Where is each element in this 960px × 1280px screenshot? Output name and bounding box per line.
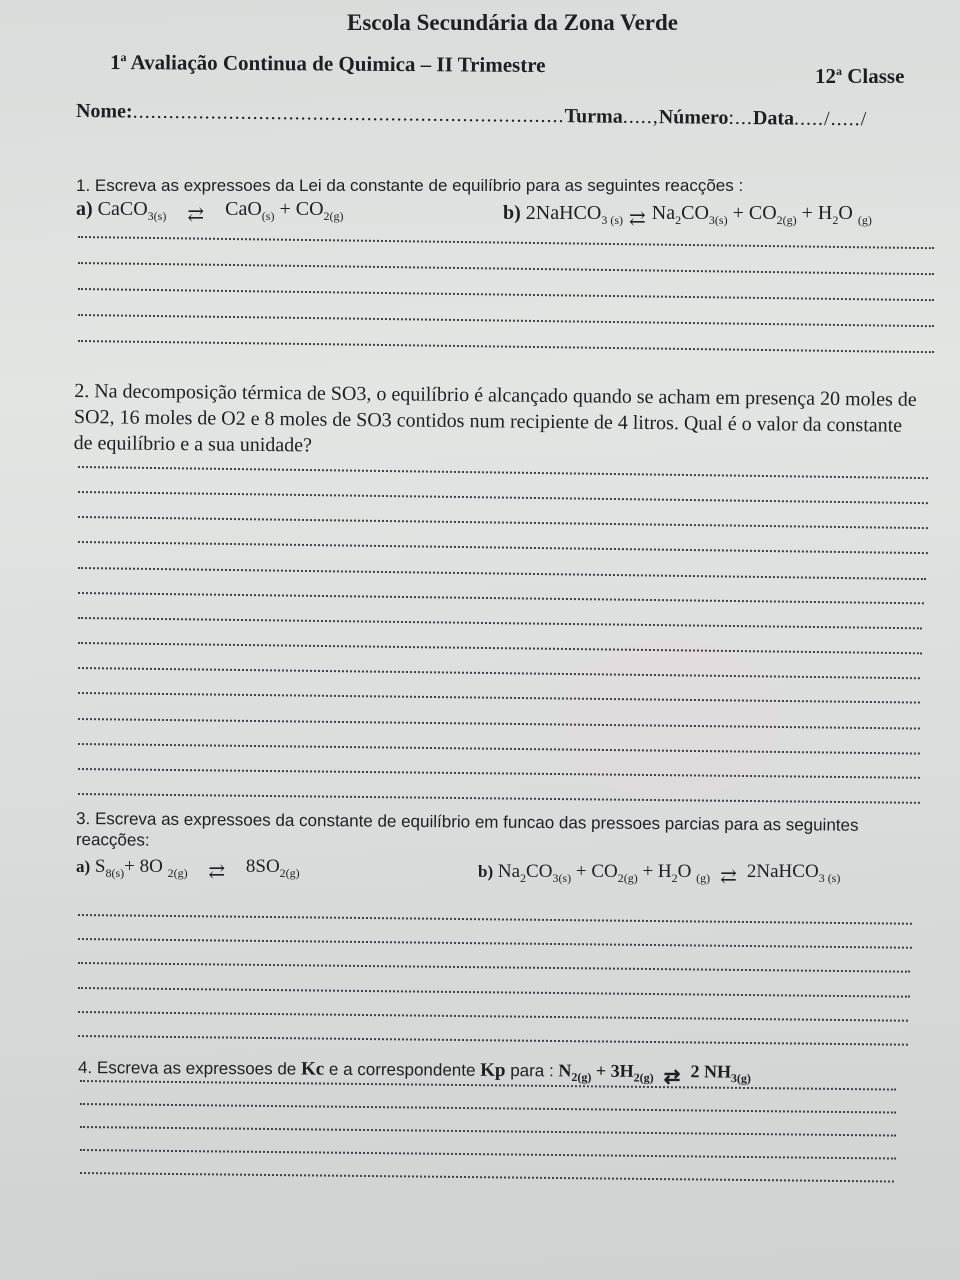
- q3-prompt: 3. Escreva as expressoes da constante de equilíbrio em funcao das pressoes parcias para as seguintes reacções:: [75, 809, 859, 850]
- q3-answer-line[interactable]: [78, 914, 912, 925]
- q3-b-reactant3-sub2: (g): [696, 870, 711, 885]
- q1-a-product2: + CO: [274, 198, 324, 220]
- q4-kc: Kc: [300, 1058, 325, 1080]
- q2-answer-line[interactable]: [78, 642, 922, 654]
- q1-b-product2-sub: 2(g): [776, 213, 797, 227]
- q2-answer-line[interactable]: [78, 768, 920, 779]
- q3-a-reactant1: S: [90, 856, 106, 877]
- turma-label: Turma: [564, 105, 623, 128]
- equilibrium-arrow-icon: ⇄: [720, 866, 737, 888]
- q3-answer-line[interactable]: [78, 1011, 908, 1022]
- q3-a-reactant1-sub: 8(s): [105, 865, 125, 880]
- assessment-ordinal: 1: [109, 50, 121, 75]
- q4-kp: Kp: [480, 1059, 506, 1081]
- q1-a-product2-sub: 2(g): [323, 209, 344, 223]
- q3-reaction-b: [478, 858, 840, 886]
- q3-answer-line[interactable]: [78, 938, 912, 949]
- q1-answer-line[interactable]: [78, 288, 934, 301]
- q1-b-product3: + H: [796, 202, 833, 224]
- q1-b-product3-sub1: 2: [832, 213, 839, 227]
- data-field[interactable]: ...../...../: [793, 107, 868, 131]
- q1-answer-line[interactable]: [78, 340, 934, 353]
- equilibrium-arrow-icon: ⇄: [187, 204, 205, 226]
- q4-product: 2 NH: [690, 1061, 732, 1082]
- q1-b-reactant: 2NaHCO: [520, 202, 602, 224]
- turma-field[interactable]: .....,: [622, 105, 659, 129]
- q2-answer-line[interactable]: [78, 466, 928, 479]
- q4-prompt-start: 4. Escreva as expressoes de: [77, 1058, 302, 1079]
- q1-reaction-a: [76, 196, 344, 224]
- q3-answer-line[interactable]: [78, 987, 910, 998]
- q1-b-product1-mid: CO: [681, 202, 709, 224]
- q3-b-product-sub: 3 (s): [818, 870, 841, 885]
- q3-b-reactant3-mid: O: [677, 861, 697, 882]
- q1-reaction-b: [503, 200, 872, 228]
- q1-b-product1: Na: [651, 202, 676, 224]
- q3-b-reactant2-sub: 2(g): [617, 870, 638, 885]
- student-info-row: [76, 100, 867, 131]
- q3-b-label: b): [478, 862, 494, 881]
- equilibrium-arrow-icon: ⇄: [663, 1066, 681, 1089]
- q1-b-reactant-sub: 3 (s): [601, 213, 624, 227]
- grade-label: [815, 64, 904, 89]
- q1-prompt: 1. Escreva as expressoes da Lei da constante de equilíbrio para as seguintes reacções :: [76, 176, 744, 195]
- q2-answer-line[interactable]: [78, 617, 922, 629]
- q3-answer-line[interactable]: [78, 1035, 908, 1046]
- q3-a-reactant2: + 8O: [124, 856, 168, 877]
- name-label: Nome:: [75, 100, 133, 123]
- q1-b-product1-sub1: 2: [675, 213, 682, 227]
- q4-answer-line[interactable]: [80, 1103, 896, 1114]
- q3-a-label: a): [76, 857, 91, 876]
- q4-answer-line[interactable]: [80, 1149, 896, 1160]
- q4-answer-line[interactable]: [80, 1172, 894, 1183]
- q3-b-reactant1: Na: [493, 861, 521, 882]
- q3-a-product-sub: 2(g): [279, 865, 300, 880]
- q3-b-reactant3: + H: [637, 861, 672, 882]
- q2-answer-line[interactable]: [78, 491, 928, 504]
- q2-answer-line[interactable]: [78, 592, 924, 604]
- q1-b-product1-sub2: 3(s): [708, 213, 728, 227]
- q4-prompt-end: para :: [505, 1060, 559, 1081]
- name-field[interactable]: ........................................................................: [132, 100, 565, 128]
- q3-reaction-a: [76, 853, 300, 881]
- q4-reactant1-sub: 2(g): [571, 1070, 592, 1085]
- grade-sup: a: [836, 64, 842, 78]
- numero-label: Número: [658, 106, 729, 129]
- q3-b-reactant1-mid: CO: [526, 861, 553, 882]
- q3-b-reactant3-sub1: 2: [671, 870, 678, 885]
- q1-b-product3-sub2: (g): [857, 213, 872, 227]
- q4-prompt-mid: e a correspondente: [324, 1059, 481, 1080]
- q1-answer-line[interactable]: [78, 262, 934, 275]
- q2-prompt: 2. Na decomposição térmica de SO3, o equilíbrio é alcançado quando se acham em presença 20 moles de SO2, 16 moles de O2 e 8 moles de SO3 contidos num recipiente de 4 litros. Qual é o valor da constante de equilíbrio e a sua unidade?: [73, 380, 917, 457]
- assessment-title: [110, 50, 546, 78]
- q3-a-product: 8SO: [245, 856, 280, 877]
- q2-answer-line[interactable]: [78, 667, 920, 679]
- q4-reactant2-sub: 2(g): [633, 1070, 654, 1085]
- school-name: Escola Secundária da Zona Verde: [347, 10, 678, 35]
- q3-b-product: 2NaHCO: [746, 861, 819, 882]
- q3-b-reactant1-sub2: 3(s): [552, 870, 572, 885]
- assessment-text: Avaliação Continua de Quimica – II Trimestre: [126, 50, 546, 78]
- q3-a-reactant2-sub: 2(g): [167, 865, 188, 880]
- q1-a-reactant-sub: 3(s): [147, 209, 167, 223]
- q2-answer-line[interactable]: [78, 692, 920, 704]
- q1-answer-line[interactable]: [78, 314, 934, 327]
- q4-answer-line[interactable]: [80, 1126, 896, 1137]
- q2-answer-line[interactable]: [78, 516, 928, 529]
- q2-answer-line[interactable]: [78, 567, 926, 580]
- q3-b-reactant2: + CO: [571, 861, 618, 882]
- q1-a-label: a): [76, 198, 93, 220]
- assessment-ordinal-sup: a: [120, 50, 127, 65]
- equilibrium-arrow-icon: ⇄: [208, 861, 226, 883]
- numero-field[interactable]: :...: [728, 106, 754, 130]
- q4-reactant1: N: [558, 1060, 572, 1081]
- q1-b-product3-mid: O: [838, 202, 858, 224]
- q3-b-reactant1-sub1: 2: [520, 870, 527, 885]
- data-label: Data: [752, 107, 795, 130]
- q1-b-product2: + CO: [727, 202, 777, 224]
- q2-answer-line[interactable]: [78, 541, 928, 554]
- grade-text: Classe: [842, 64, 905, 88]
- q2-answer-line[interactable]: [78, 743, 920, 755]
- q2-answer-line[interactable]: [78, 793, 920, 804]
- q1-a-product1: CaO: [225, 198, 262, 220]
- q1-a-reactant: CaCO: [97, 198, 148, 220]
- q4-reactant2: + 3H: [591, 1060, 634, 1081]
- q3-answer-line[interactable]: [78, 962, 910, 973]
- q1-b-label: b): [503, 202, 521, 224]
- q2-answer-line[interactable]: [78, 718, 920, 730]
- q1-answer-line[interactable]: [78, 236, 934, 249]
- grade-number: 12: [815, 64, 836, 88]
- q1-a-product1-sub: (s): [261, 209, 275, 223]
- equilibrium-arrow-icon: ⇄: [629, 208, 646, 230]
- q4-product-sub: 3(g): [730, 1071, 751, 1086]
